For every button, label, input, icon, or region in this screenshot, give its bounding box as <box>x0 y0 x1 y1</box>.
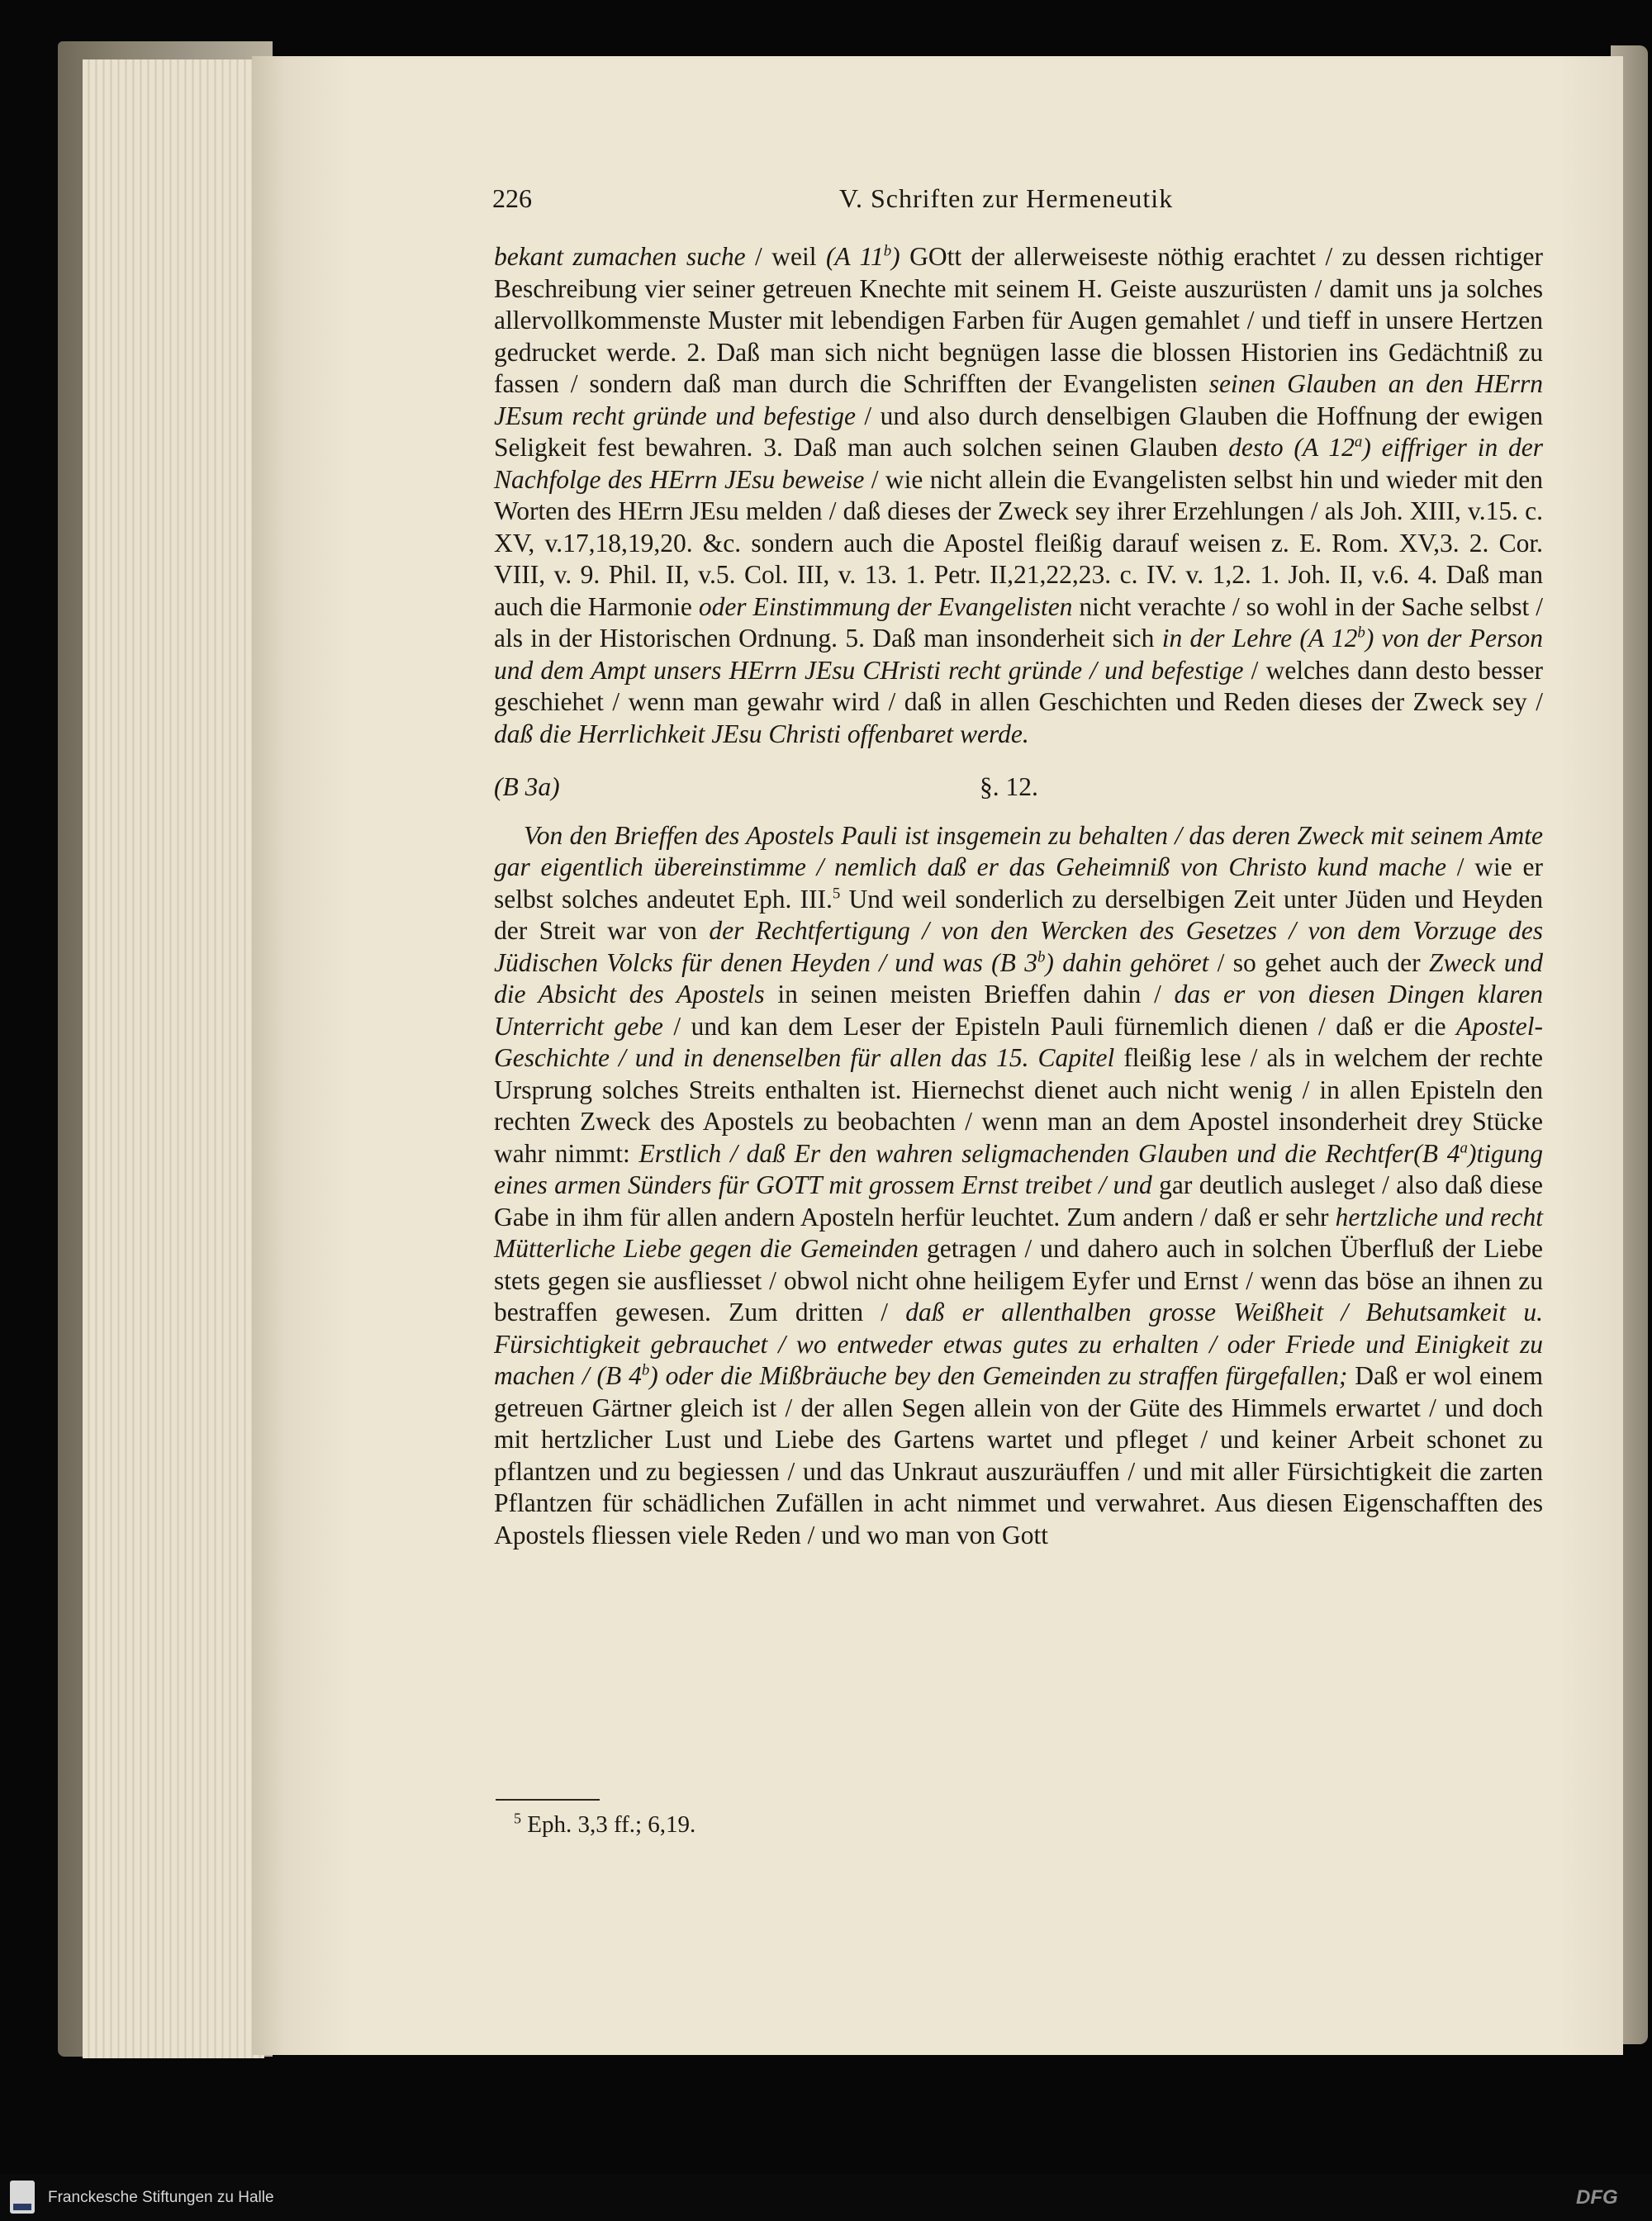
institution-logo-icon <box>10 2181 35 2214</box>
pagination-marker: (B 3a) <box>494 772 560 801</box>
institution-name: Franckesche Stiftungen zu Halle <box>48 2189 274 2206</box>
page-number: 226 <box>492 183 532 213</box>
footnote <box>514 1811 695 1839</box>
section-heading <box>494 771 1543 804</box>
section-title: V. Schriften zur Hermeneutik <box>839 183 1174 213</box>
paragraph-1: bekant zumachen suche / weil (A 11$^b$) GOtt der allerweiseste nöthig erachtet / zu dessen richtiger Beschreibung vier seiner getreuen Knechte mit seinem H. Geiste auszurüsten / damit uns ja solches allervollkommenste Muster mit lebendigen Farben für Augen gemahlet / und tieff in unsere Hertzen gedrucket werde. 2. Daß man sich nicht begnügen lasse die blossen Historien ins Gedächtniß zu fassen / sondern daß man durch die Schrifften der Evangelisten seinen Glauben an den HErrn JEsum recht gründe und befestige / und also durch denselbigen Glauben die Hoffnung der ewigen Seligkeit fest bewahren. 3. Daß man auch solchen seinen Glauben desto (A 12$^a$) eiffriger in der Nachfolge des HErrn JEsu beweise / wie nicht allein die Evangelisten selbst hin und wieder mit den Worten des HErrn JEsu melden / daß dieses der Zweck sey ihrer Erzehlungen / als Joh. XIII, v.15. c. XV, v.17,18,19,20. &c. sondern auch die Apostel fleißig darauf weisen z. E. Rom. XV,3. 2. Cor. VIII, v. 9. Phil. II, v.5. Col. III, v. 13. 1. Petr. II,21,22,23. c. IV. v. 1,2. 1. Joh. II, v.6. 4. Daß man auch die Harmonie oder Einstimmung der Evangelisten nicht verachte / so wohl in der Sache selbst / als in der Historischen Ordnung. 5. Daß man insonderheit sich in der Lehre (A 12$^b$) von der Person und dem Ampt unsers HErrn JEsu CHristi recht gründe / und befestige / welches dann desto besser geschiehet / wenn man gewahr wird / daß in allen Geschichten und Reden dieses der Zweck sey / daß die Herrlichkeit JEsu Christi offenbaret werde. <box>494 242 1544 748</box>
running-head <box>492 183 1543 218</box>
body-text <box>494 241 1543 1551</box>
footnote-rule <box>496 1799 600 1801</box>
footnote-mark: 5 <box>514 1810 521 1827</box>
paragraph-2: Von den Brieffen des Apostels Pauli ist insgemein zu behalten / das deren Zweck mit seinem Amte gar eigentlich übereinstimme / nemlich daß er das Geheimniß von Christo kund mache / wie er selbst solches andeutet Eph. III.$^5$ Und weil sonderlich zu derselbigen Zeit unter Jüden und Heyden der Streit war von der Rechtfertigung / von den Wercken des Gesetzes / von dem Vorzuge des Jüdischen Volcks für denen Heyden / und was (B 3$^b$) dahin gehöret / so gehet auch der Zweck und die Absicht des Apostels in seinen meisten Brieffen dahin / das er von diesen Dingen klaren Unterricht gebe / und kan dem Leser der Episteln Pauli fürnemlich dienen / daß er die Apostel-Geschichte / und in denenselben für allen das 15. Capitel fleißig lese / als in welchem der rechte Ursprung solches Streits enthalten ist. Hiernechst dienet auch nicht wenig / in allen Episteln den rechten Zweck des Apostels zu beobachten / wenn man an dem Apostel insonderheit drey Stücke wahr nimmt: Erstlich / daß Er den wahren seligmachenden Glauben und die Rechtfer(B 4$^a$)tigung eines armen Sünders für GOTT mit grossem Ernst treibet / und gar deutlich ausleget / also daß diese Gabe in ihm für allen andern Aposteln herfür leuchtet. Zum andern / daß er sehr hertzliche und recht Mütterliche Liebe gegen die Gemeinden getragen / und dahero auch in solchen Überfluß der Liebe stets gegen sie ausfliesset / obwol nicht ohne heiligem Eyfer und Ernst / wenn das böse an ihnen zu bestraffen gewesen. Zum dritten / daß er allenthalben grosse Weißheit / Behutsamkeit u. Fürsichtigkeit gebrauchet / wo entweder etwas gutes zu erhalten / oder Friede und Einigkeit zu machen / (B 4$^b$) oder die Mißbräuche bey den Gemeinden zu straffen fürgefallen; Daß er wol einem getreuen Gärtner gleich ist / der allen Segen allein von der Güte des Himmels erwartet / und doch mit hertzlicher Lust und Liebe des Gartens wartet und pfleget / und keiner Arbeit schonet zu pflantzen und zu begiessen / und das Unkraut auszuräuffen / und mit aller Fürsichtigkeit die zarten Pflantzen für schädlichen Zufällen in acht nimmet und verwahret. Aus diesen Eigenschafften des Apostels fliessen viele Reden / und wo man von Gott <box>494 820 1544 1549</box>
footnote-text: Eph. 3,3 ff.; 6,19. <box>527 1811 696 1838</box>
section-number: §. 12. <box>980 772 1038 801</box>
page-edges <box>83 59 264 2058</box>
dfg-logo: DFG <box>1576 2186 1618 2209</box>
